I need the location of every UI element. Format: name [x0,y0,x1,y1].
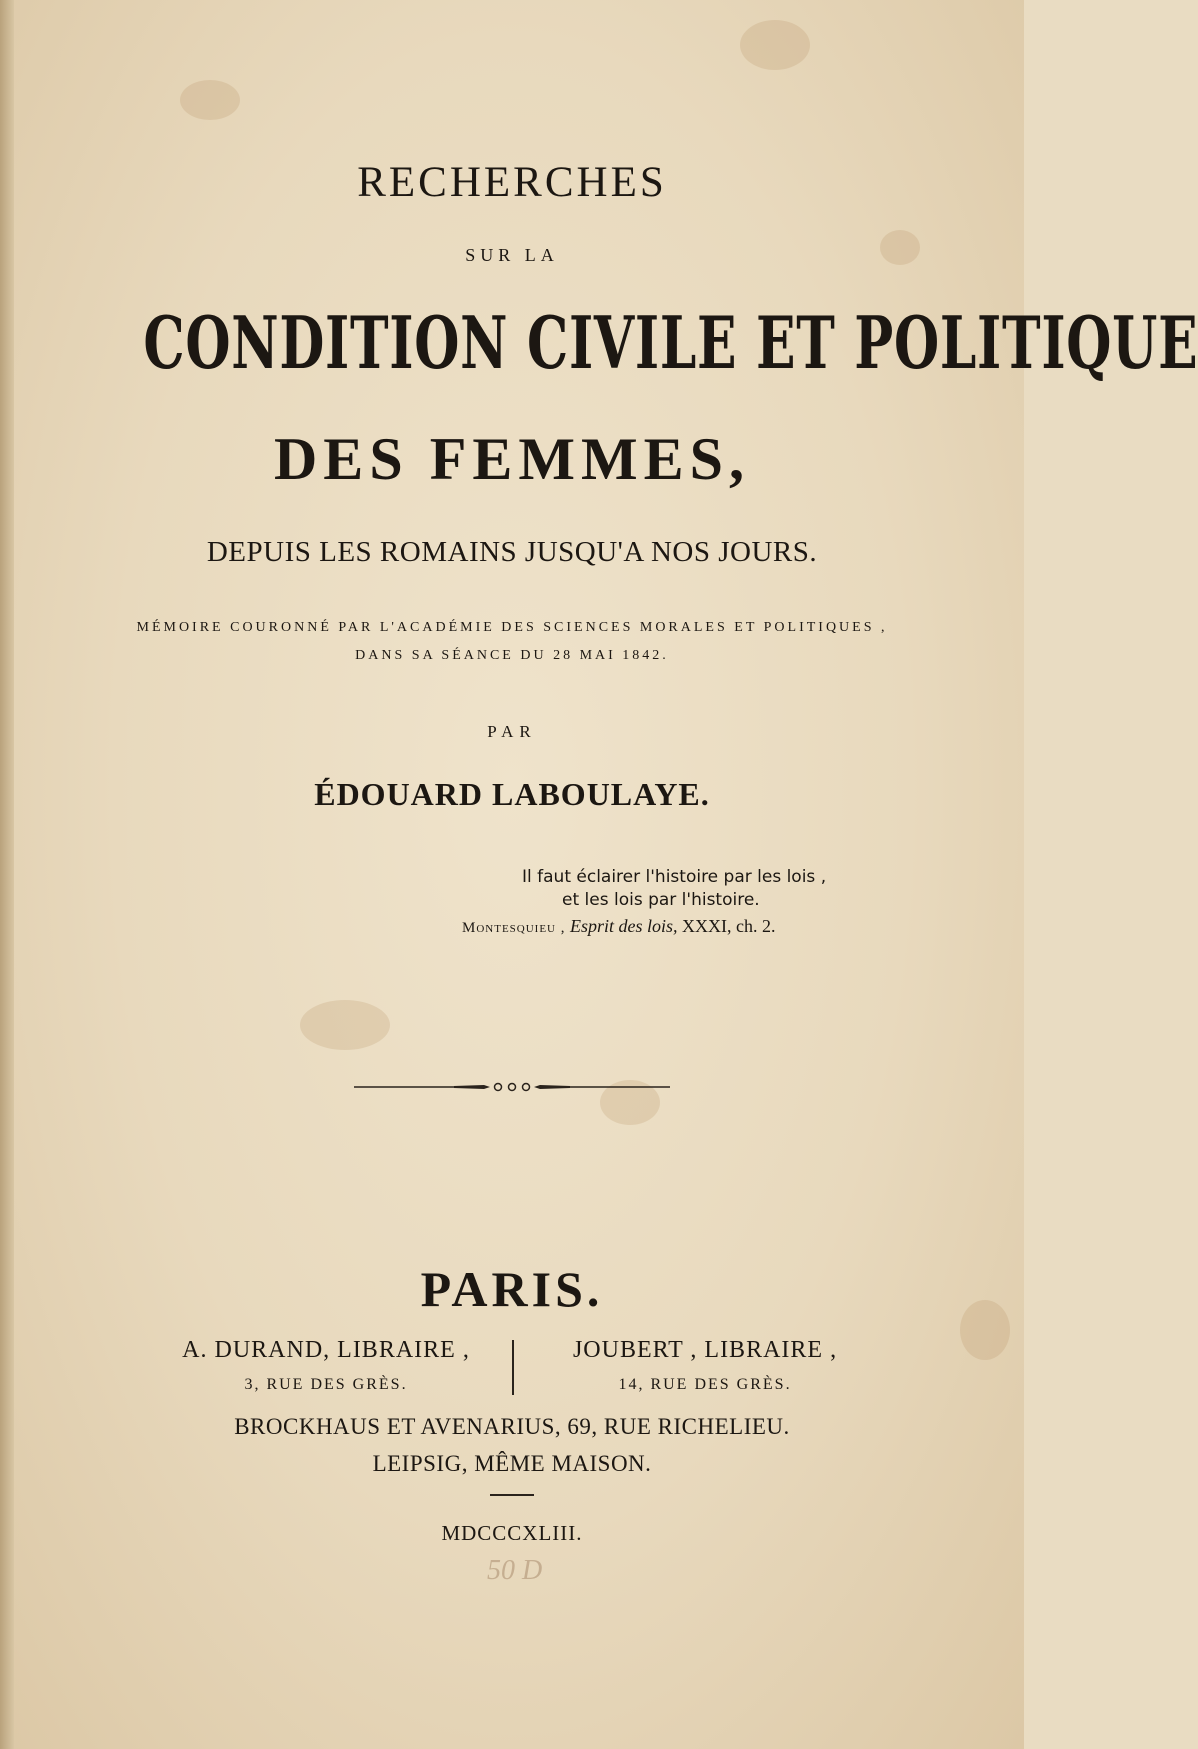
imprint-city: PARIS. [420,1261,604,1317]
epigraph-line-1: Il faut éclairer l'histoire par les lois , [522,867,827,887]
foxing-stain [740,20,810,70]
memoire-line-1: MÉMOIRE COURONNÉ PAR L'ACADÉMIE DES SCIENCES MORALES ET POLITIQUES , [136,620,888,635]
handwritten-shelf-mark: 50 D [487,1555,543,1586]
publisher-left-address: 3, RUE DES GRÈS. [244,1376,408,1393]
memoire-line-2: DANS SA SÉANCE DU 28 MAI 1842. [355,648,669,663]
publisher-left-name: A. DURAND, LIBRAIRE , [182,1337,470,1363]
byline-par: PAR [487,722,537,741]
publisher-left [176,1337,476,1394]
publisher-divider [512,1340,514,1395]
imprint-leipsig: LEIPSIG, MÊME MAISON. [372,1451,652,1476]
epigraph-line-2: et les lois par l'histoire. [562,890,760,910]
publisher-right [555,1337,855,1394]
foxing-stain [180,80,240,120]
epigraph-reference: XXXI, ch. 2. [682,916,776,936]
title-line-recherches: RECHERCHES [357,159,667,206]
publisher-right-address: 14, RUE DES GRÈS. [618,1376,792,1393]
short-rule [490,1494,534,1496]
title-line-condition: CONDITION CIVILE ET POLITIQUE [143,300,1198,385]
author-name: ÉDOUARD LABOULAYE. [314,776,710,812]
title-line-sur-la: SUR LA [465,245,559,265]
ornamental-rule [354,1080,670,1094]
imprint-brockhaus: BROCKHAUS ET AVENARIUS, 69, RUE RICHELIEU. [234,1414,790,1439]
foxing-stain [300,1000,390,1050]
publication-date: MDCCCXLIII. [441,1521,583,1545]
epigraph-attribution [462,916,776,937]
epigraph-author: Montesquieu , [462,920,566,936]
title-line-femmes: DES FEMMES, [273,426,751,492]
subtitle-depuis: DEPUIS LES ROMAINS JUSQU'A NOS JOURS. [206,536,818,568]
publisher-right-name: JOUBERT , LIBRAIRE , [572,1337,838,1363]
epigraph-work: Esprit des lois, [570,916,678,936]
